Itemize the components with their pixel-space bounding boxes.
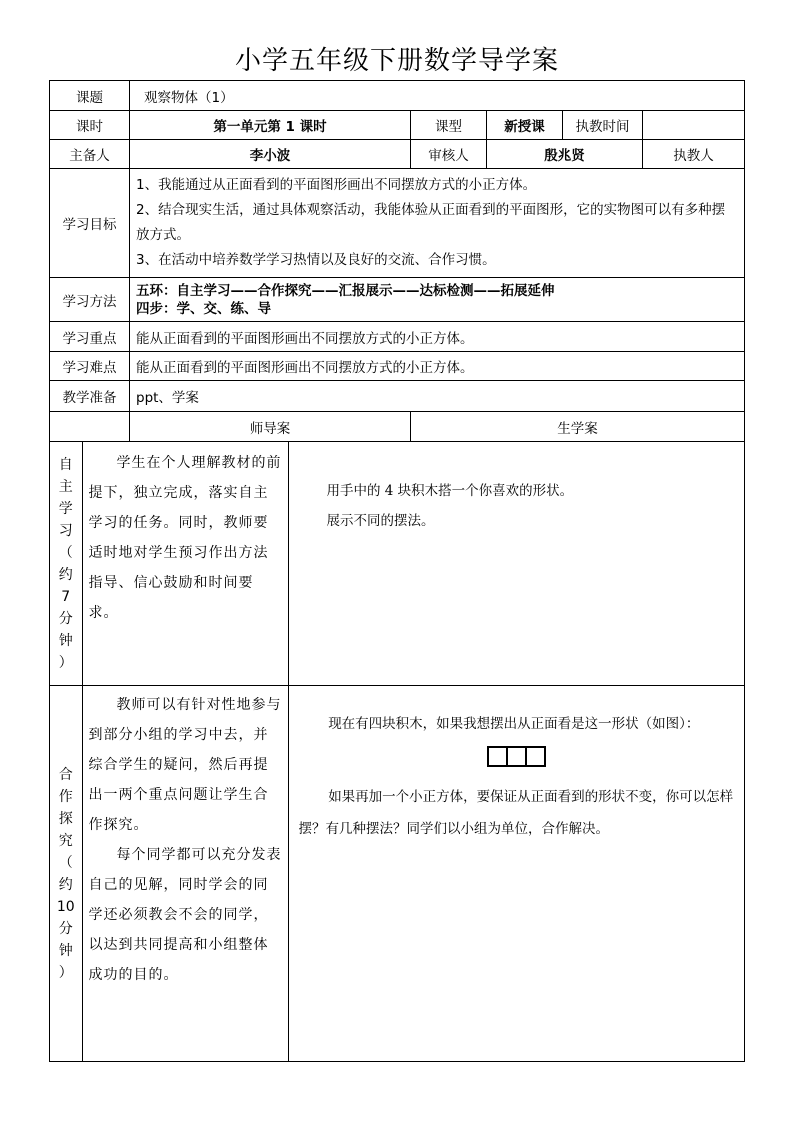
topic-label: 课题 (50, 81, 130, 111)
topic-row (50, 81, 745, 111)
goal-item: 3、在活动中培养数学学习热情以及良好的交流、合作习惯。 (136, 252, 496, 268)
cube-square (487, 746, 508, 767)
executor-label: 执教人 (643, 140, 745, 169)
cooperation-label: 合 作 探 究 （ 约 10 分 钟 ） (50, 686, 82, 1061)
goals-row (50, 169, 745, 278)
preparer-label: 主备人 (50, 140, 130, 169)
method-row (50, 278, 745, 322)
three-blocks-figure (299, 746, 735, 767)
goals-content (130, 169, 745, 278)
reviewer-value: 殷兆贤 (487, 140, 643, 169)
student-line: 展示不同的摆法。 (326, 513, 435, 529)
difficulty-label: 学习难点 (50, 352, 130, 381)
reviewer-label: 审核人 (411, 140, 487, 169)
student-line: 用手中的 4 块积木搭一个你喜欢的形状。 (326, 483, 574, 499)
preparer-row (50, 140, 745, 169)
preparation-label: 教学准备 (50, 381, 130, 412)
preparation-text: ppt、学案 (130, 381, 745, 412)
time-value (643, 111, 745, 140)
difficulty-row (50, 352, 745, 381)
period-label: 课时 (50, 111, 130, 140)
preparer-value: 李小波 (130, 140, 411, 169)
student-paragraph: 现在有四块积木，如果我想摆出从正面看是这一形状（如图）： (328, 716, 700, 732)
time-label: 执教时间 (563, 111, 643, 140)
goals-label: 学习目标 (50, 169, 130, 278)
cooperation-row (50, 686, 745, 1062)
header-blank (50, 412, 130, 442)
topic-value: 观察物体（1） (130, 81, 745, 111)
student-paragraph: 如果再加一个小正方体，要保证从正面看到的形状不变，你可以怎样摆？有几种摆法？同学们以小组为单位，合作解决。 (298, 789, 734, 837)
cooperation-teacher: 教师可以有针对性地参与到部分小组的学习中去，并综合学生的疑问，然后再提出一两个重点问题让学生合作探究。 每个同学都可以充分发表自己的见解，同时学会的同学还必须教会不会的同学，以达到共同提高和小组整体成功的目的。 (82, 686, 288, 1061)
cube-square (506, 746, 527, 767)
cube-square (525, 746, 546, 767)
method-line-1: 五环：自主学习——合作探究——汇报展示——达标检测——拓展延伸 (136, 282, 555, 299)
self-study-label: 自 主 学 习 （ 约 7 分 钟 ） (50, 442, 82, 685)
lesson-plan-table (49, 80, 745, 1062)
key-point-text: 能从正面看到的平面图形画出不同摆放方式的小正方体。 (130, 322, 745, 352)
method-content (130, 278, 745, 322)
key-point-row (50, 322, 745, 352)
self-study-row (50, 442, 745, 686)
self-study-student (288, 442, 744, 685)
period-row (50, 111, 745, 140)
self-study-teacher: 学生在个人理解教材的前提下，独立完成，落实自主学习的任务。同时，教师要适时地对学生预习作出方法指导、信心鼓励和时间要求。 (82, 442, 288, 685)
guide-header-row (50, 412, 745, 442)
type-label: 课型 (411, 111, 487, 140)
type-value: 新授课 (487, 111, 563, 140)
period-value: 第一单元第 1 课时 (130, 111, 411, 140)
page-title: 小学五年级下册数学导学案 (234, 46, 559, 76)
preparation-row (50, 381, 745, 412)
teacher-guide-header: 师导案 (130, 412, 411, 442)
method-line-2: 四步：学、交、练、导 (136, 300, 271, 317)
goal-item: 2、结合现实生活，通过具体观察活动，我能体验从正面看到的平面图形，它的实物图可以有多种摆放方式。 (136, 202, 726, 243)
goal-item: 1、我能通过从正面看到的平面图形画出不同摆放方式的小正方体。 (136, 177, 537, 193)
student-guide-header: 生学案 (411, 412, 745, 442)
key-point-label: 学习重点 (50, 322, 130, 352)
difficulty-text: 能从正面看到的平面图形画出不同摆放方式的小正方体。 (130, 352, 745, 381)
cooperation-student (288, 686, 744, 1061)
method-label: 学习方法 (50, 278, 130, 322)
